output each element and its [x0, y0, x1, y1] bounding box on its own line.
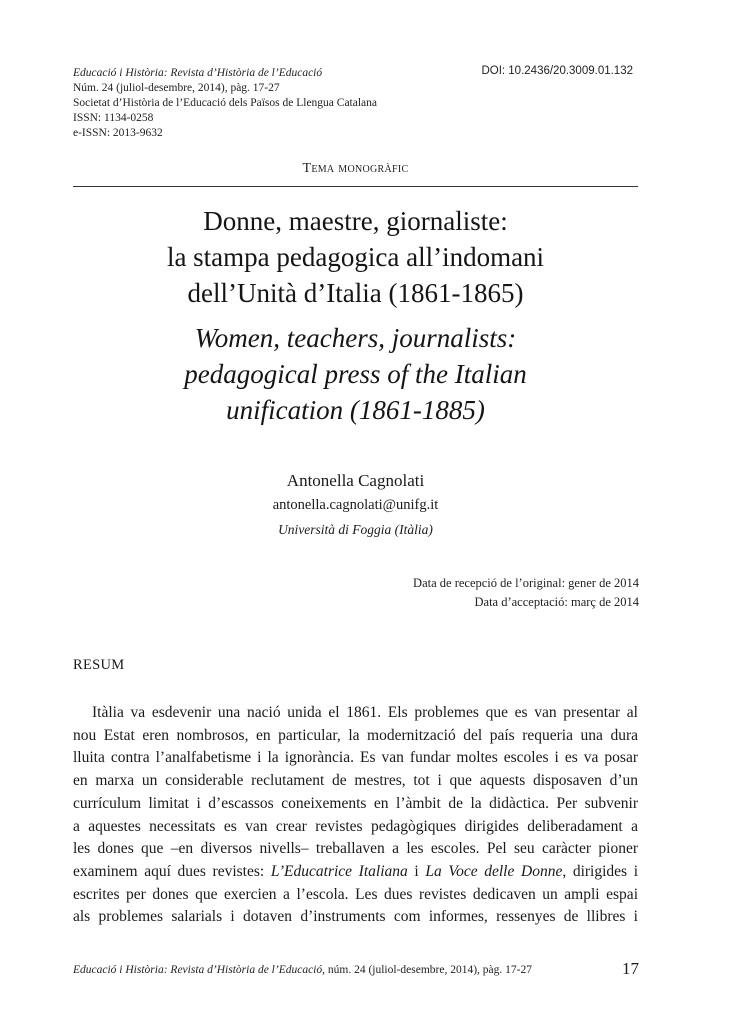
journal-name: Educació i Història: Revista d’Història de l’Educació [73, 67, 323, 79]
article-title [73, 203, 638, 311]
abstract-line: les dones que –en diversos nivells– treballaven a les escoles. Pel seu caràcter pioner [73, 840, 638, 858]
journal-issue: Núm. 24 (juliol-desembre, 2014), pàg. 17-27 [73, 82, 280, 94]
date-received: Data de recepció de l’original: gener de 2014 [413, 576, 639, 590]
journal-issn: ISSN: 1134-0258 [73, 112, 154, 124]
submission-dates [413, 574, 639, 612]
title-en-line: Women, teachers, journalists: [194, 323, 517, 353]
author-affiliation: Università di Foggia (Itàlia) [278, 522, 433, 537]
abstract-text: i [414, 862, 419, 880]
journal-eissn: e-ISSN: 2013-9632 [73, 127, 163, 139]
author-email[interactable]: antonella.cagnolati@unifg.it [272, 497, 439, 513]
doi-link[interactable]: DOI: 10.2436/20.3009.01.132 [481, 65, 633, 77]
abstract-line: currículum limitat i d’escassos coneixements en l’àmbit de la didàctica. Per subvenir [73, 794, 638, 812]
title-line: la stampa pedagogica all’indomani [166, 242, 545, 272]
abstract-line: en marxa un considerable reclutament de mestres, tot i que aquests disposaven d’un [73, 772, 638, 790]
abstract-line: als problemes salarials i dotaven d’instruments com informes, ressenyes de llibres i [73, 908, 638, 926]
abstract-line-mixed [73, 861, 638, 884]
abstract-line: lluita contra l’analfabetisme i la ignorància. Es van fundar moltes escoles i es va posar [73, 749, 638, 767]
journal-title-italic: L’Educatrice Italiana [270, 862, 408, 880]
date-accepted: Data d’acceptació: març de 2014 [474, 595, 639, 609]
page-number: 17 [622, 959, 639, 978]
title-en-line: unification (1861-1885) [226, 395, 485, 425]
abstract-text: examinem aquí dues revistes: [73, 862, 265, 880]
journal-society: Societat d’Història de l’Educació dels Països de Llengua Catalana [73, 97, 378, 109]
header-divider [73, 186, 638, 187]
title-line: Donne, maestre, giornaliste: [203, 206, 508, 236]
abstract-line: a aquestes necessitats es van crear revistes pedagògiques dirigides deliberadament a [73, 817, 638, 835]
footer-journal: Educació i Història: Revista d’Història de l’Educació, [73, 964, 325, 976]
abstract-heading: RESUM [73, 657, 125, 673]
article-title-english [73, 320, 638, 428]
title-line: dell’Unità d’Italia (1861-1865) [187, 278, 524, 308]
abstract-line: nou Estat eren nombrosos, en particular, la modernització del país requeria una dura [73, 726, 638, 744]
author-name: Antonella Cagnolati [286, 471, 425, 490]
abstract-text: , dirigides i [562, 862, 639, 880]
journal-title-italic: La Voce delle Donne [425, 862, 563, 880]
abstract-line: escrites per dones que exercien a l’escola. Les dues revistes dedicaven un ampli espai [73, 885, 638, 903]
section-label: Tema monogràfic [302, 161, 409, 176]
footer-issue: núm. 24 (juliol-desembre, 2014), pàg. 17-27 [327, 964, 532, 976]
abstract-body [73, 702, 638, 929]
page-footer [73, 964, 532, 976]
journal-header [73, 66, 377, 141]
title-en-line: pedagogical press of the Italian [184, 359, 527, 389]
abstract-line: Itàlia va esdevenir una nació unida el 1861. Els problemes que es van presentar al [92, 704, 638, 721]
